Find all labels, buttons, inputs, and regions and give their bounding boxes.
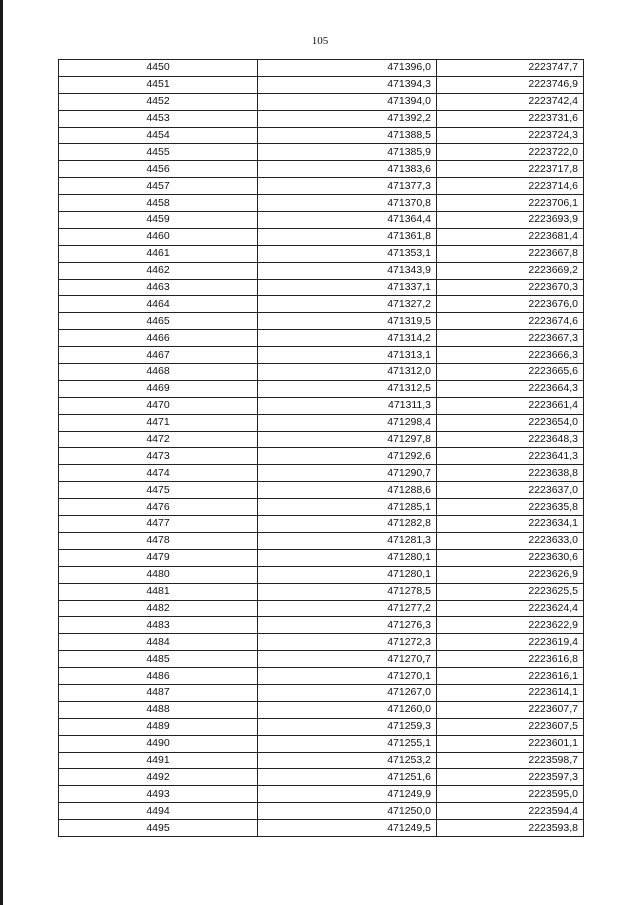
y-coordinate-cell: 2223597,3: [437, 769, 584, 786]
y-coordinate-cell: 2223633,0: [437, 532, 584, 549]
point-number-cell: 4483: [59, 617, 258, 634]
table-row: [59, 499, 584, 516]
point-number-cell: 4455: [59, 144, 258, 161]
table-row: [59, 93, 584, 110]
x-coordinate-cell: 471280,1: [258, 566, 437, 583]
point-number-cell: 4456: [59, 161, 258, 178]
point-number-cell: 4466: [59, 330, 258, 347]
point-number-cell: 4460: [59, 228, 258, 245]
x-coordinate-cell: 471343,9: [258, 262, 437, 279]
y-coordinate-cell: 2223637,0: [437, 482, 584, 499]
table-row: [59, 313, 584, 330]
table-row: [59, 228, 584, 245]
y-coordinate-cell: 2223625,5: [437, 583, 584, 600]
x-coordinate-cell: 471383,6: [258, 161, 437, 178]
table-row: [59, 245, 584, 262]
x-coordinate-cell: 471250,0: [258, 803, 437, 820]
point-number-cell: 4472: [59, 431, 258, 448]
point-number-cell: 4485: [59, 651, 258, 668]
x-coordinate-cell: 471377,3: [258, 178, 437, 195]
table-row: [59, 617, 584, 634]
x-coordinate-cell: 471297,8: [258, 431, 437, 448]
y-coordinate-cell: 2223641,3: [437, 448, 584, 465]
y-coordinate-cell: 2223724,3: [437, 127, 584, 144]
point-number-cell: 4486: [59, 668, 258, 685]
table-row: [59, 380, 584, 397]
table-row: [59, 144, 584, 161]
x-coordinate-cell: 471285,1: [258, 499, 437, 516]
x-coordinate-cell: 471281,3: [258, 532, 437, 549]
y-coordinate-cell: 2223622,9: [437, 617, 584, 634]
point-number-cell: 4494: [59, 803, 258, 820]
y-coordinate-cell: 2223667,3: [437, 330, 584, 347]
x-coordinate-cell: 471270,7: [258, 651, 437, 668]
x-coordinate-cell: 471292,6: [258, 448, 437, 465]
point-number-cell: 4470: [59, 397, 258, 414]
table-row: [59, 634, 584, 651]
point-number-cell: 4493: [59, 786, 258, 803]
y-coordinate-cell: 2223648,3: [437, 431, 584, 448]
x-coordinate-cell: 471392,2: [258, 110, 437, 127]
table-row: [59, 820, 584, 837]
x-coordinate-cell: 471249,5: [258, 820, 437, 837]
table-row: [59, 583, 584, 600]
x-coordinate-cell: 471319,5: [258, 313, 437, 330]
x-coordinate-cell: 471314,2: [258, 330, 437, 347]
point-number-cell: 4457: [59, 178, 258, 195]
y-coordinate-cell: 2223661,4: [437, 397, 584, 414]
point-number-cell: 4471: [59, 414, 258, 431]
point-number-cell: 4488: [59, 701, 258, 718]
point-number-cell: 4454: [59, 127, 258, 144]
point-number-cell: 4481: [59, 583, 258, 600]
point-number-cell: 4469: [59, 380, 258, 397]
point-number-cell: 4475: [59, 482, 258, 499]
y-coordinate-cell: 2223638,8: [437, 465, 584, 482]
y-coordinate-cell: 2223616,8: [437, 651, 584, 668]
y-coordinate-cell: 2223654,0: [437, 414, 584, 431]
table-row: [59, 76, 584, 93]
y-coordinate-cell: 2223667,8: [437, 245, 584, 262]
table-row: [59, 532, 584, 549]
point-number-cell: 4484: [59, 634, 258, 651]
table-row: [59, 465, 584, 482]
x-coordinate-cell: 471396,0: [258, 60, 437, 77]
x-coordinate-cell: 471272,3: [258, 634, 437, 651]
y-coordinate-cell: 2223664,3: [437, 380, 584, 397]
table-row: [59, 600, 584, 617]
x-coordinate-cell: 471370,8: [258, 195, 437, 212]
point-number-cell: 4467: [59, 347, 258, 364]
table-row: [59, 296, 584, 313]
x-coordinate-cell: 471259,3: [258, 718, 437, 735]
point-number-cell: 4451: [59, 76, 258, 93]
x-coordinate-cell: 471394,3: [258, 76, 437, 93]
point-number-cell: 4477: [59, 516, 258, 533]
table-row: [59, 803, 584, 820]
x-coordinate-cell: 471290,7: [258, 465, 437, 482]
table-row: [59, 397, 584, 414]
point-number-cell: 4482: [59, 600, 258, 617]
table-row: [59, 60, 584, 77]
x-coordinate-cell: 471388,5: [258, 127, 437, 144]
x-coordinate-cell: 471353,1: [258, 245, 437, 262]
point-number-cell: 4491: [59, 752, 258, 769]
y-coordinate-cell: 2223714,6: [437, 178, 584, 195]
page-number: 105: [311, 35, 329, 47]
point-number-cell: 4480: [59, 566, 258, 583]
y-coordinate-cell: 2223630,6: [437, 549, 584, 566]
y-coordinate-cell: 2223619,4: [437, 634, 584, 651]
x-coordinate-cell: 471312,0: [258, 364, 437, 381]
table-row: [59, 684, 584, 701]
point-number-cell: 4453: [59, 110, 258, 127]
y-coordinate-cell: 2223598,7: [437, 752, 584, 769]
y-coordinate-cell: 2223595,0: [437, 786, 584, 803]
table-row: [59, 178, 584, 195]
y-coordinate-cell: 2223601,1: [437, 735, 584, 752]
x-coordinate-cell: 471249,9: [258, 786, 437, 803]
point-number-cell: 4461: [59, 245, 258, 262]
y-coordinate-cell: 2223607,7: [437, 701, 584, 718]
point-number-cell: 4478: [59, 532, 258, 549]
x-coordinate-cell: 471311,3: [258, 397, 437, 414]
x-coordinate-cell: 471253,2: [258, 752, 437, 769]
x-coordinate-cell: 471385,9: [258, 144, 437, 161]
x-coordinate-cell: 471313,1: [258, 347, 437, 364]
y-coordinate-cell: 2223624,4: [437, 600, 584, 617]
y-coordinate-cell: 2223717,8: [437, 161, 584, 178]
table-row: [59, 262, 584, 279]
point-number-cell: 4458: [59, 195, 258, 212]
table-row: [59, 718, 584, 735]
y-coordinate-cell: 2223614,1: [437, 684, 584, 701]
y-coordinate-cell: 2223616,1: [437, 668, 584, 685]
point-number-cell: 4479: [59, 549, 258, 566]
point-number-cell: 4489: [59, 718, 258, 735]
y-coordinate-cell: 2223676,0: [437, 296, 584, 313]
table-row: [59, 566, 584, 583]
point-number-cell: 4492: [59, 769, 258, 786]
point-number-cell: 4468: [59, 364, 258, 381]
table-row: [59, 769, 584, 786]
x-coordinate-cell: 471337,1: [258, 279, 437, 296]
y-coordinate-cell: 2223747,7: [437, 60, 584, 77]
table-row: [59, 735, 584, 752]
table-row: [59, 549, 584, 566]
x-coordinate-cell: 471312,5: [258, 380, 437, 397]
x-coordinate-cell: 471364,4: [258, 212, 437, 229]
table-row: [59, 364, 584, 381]
table-row: [59, 212, 584, 229]
y-coordinate-cell: 2223635,8: [437, 499, 584, 516]
x-coordinate-cell: 471267,0: [258, 684, 437, 701]
y-coordinate-cell: 2223681,4: [437, 228, 584, 245]
y-coordinate-cell: 2223634,1: [437, 516, 584, 533]
x-coordinate-cell: 471251,6: [258, 769, 437, 786]
point-number-cell: 4495: [59, 820, 258, 837]
table-row: [59, 414, 584, 431]
coordinates-table-body: [59, 60, 584, 837]
x-coordinate-cell: 471282,8: [258, 516, 437, 533]
table-row: [59, 110, 584, 127]
x-coordinate-cell: 471260,0: [258, 701, 437, 718]
table-row: [59, 482, 584, 499]
coordinates-table: [58, 59, 584, 837]
y-coordinate-cell: 2223746,9: [437, 76, 584, 93]
x-coordinate-cell: 471280,1: [258, 549, 437, 566]
table-row: [59, 516, 584, 533]
table-row: [59, 786, 584, 803]
x-coordinate-cell: 471270,1: [258, 668, 437, 685]
x-coordinate-cell: 471277,2: [258, 600, 437, 617]
table-row: [59, 752, 584, 769]
x-coordinate-cell: 471288,6: [258, 482, 437, 499]
table-row: [59, 651, 584, 668]
y-coordinate-cell: 2223706,1: [437, 195, 584, 212]
x-coordinate-cell: 471298,4: [258, 414, 437, 431]
x-coordinate-cell: 471255,1: [258, 735, 437, 752]
point-number-cell: 4465: [59, 313, 258, 330]
point-number-cell: 4463: [59, 279, 258, 296]
point-number-cell: 4487: [59, 684, 258, 701]
table-row: [59, 161, 584, 178]
table-row: [59, 448, 584, 465]
scan-edge: [0, 0, 3, 905]
x-coordinate-cell: 471361,8: [258, 228, 437, 245]
point-number-cell: 4476: [59, 499, 258, 516]
x-coordinate-cell: 471327,2: [258, 296, 437, 313]
y-coordinate-cell: 2223674,6: [437, 313, 584, 330]
table-row: [59, 127, 584, 144]
y-coordinate-cell: 2223693,9: [437, 212, 584, 229]
point-number-cell: 4462: [59, 262, 258, 279]
table-row: [59, 701, 584, 718]
point-number-cell: 4474: [59, 465, 258, 482]
table-row: [59, 668, 584, 685]
point-number-cell: 4464: [59, 296, 258, 313]
point-number-cell: 4490: [59, 735, 258, 752]
y-coordinate-cell: 2223669,2: [437, 262, 584, 279]
table-row: [59, 195, 584, 212]
y-coordinate-cell: 2223731,6: [437, 110, 584, 127]
table-row: [59, 330, 584, 347]
table-row: [59, 347, 584, 364]
y-coordinate-cell: 2223594,4: [437, 803, 584, 820]
point-number-cell: 4459: [59, 212, 258, 229]
point-number-cell: 4450: [59, 60, 258, 77]
table-row: [59, 279, 584, 296]
point-number-cell: 4473: [59, 448, 258, 465]
y-coordinate-cell: 2223722,0: [437, 144, 584, 161]
x-coordinate-cell: 471394,0: [258, 93, 437, 110]
x-coordinate-cell: 471278,5: [258, 583, 437, 600]
y-coordinate-cell: 2223607,5: [437, 718, 584, 735]
y-coordinate-cell: 2223665,6: [437, 364, 584, 381]
y-coordinate-cell: 2223593,8: [437, 820, 584, 837]
table-row: [59, 431, 584, 448]
y-coordinate-cell: 2223626,9: [437, 566, 584, 583]
y-coordinate-cell: 2223670,3: [437, 279, 584, 296]
x-coordinate-cell: 471276,3: [258, 617, 437, 634]
y-coordinate-cell: 2223666,3: [437, 347, 584, 364]
point-number-cell: 4452: [59, 93, 258, 110]
y-coordinate-cell: 2223742,4: [437, 93, 584, 110]
